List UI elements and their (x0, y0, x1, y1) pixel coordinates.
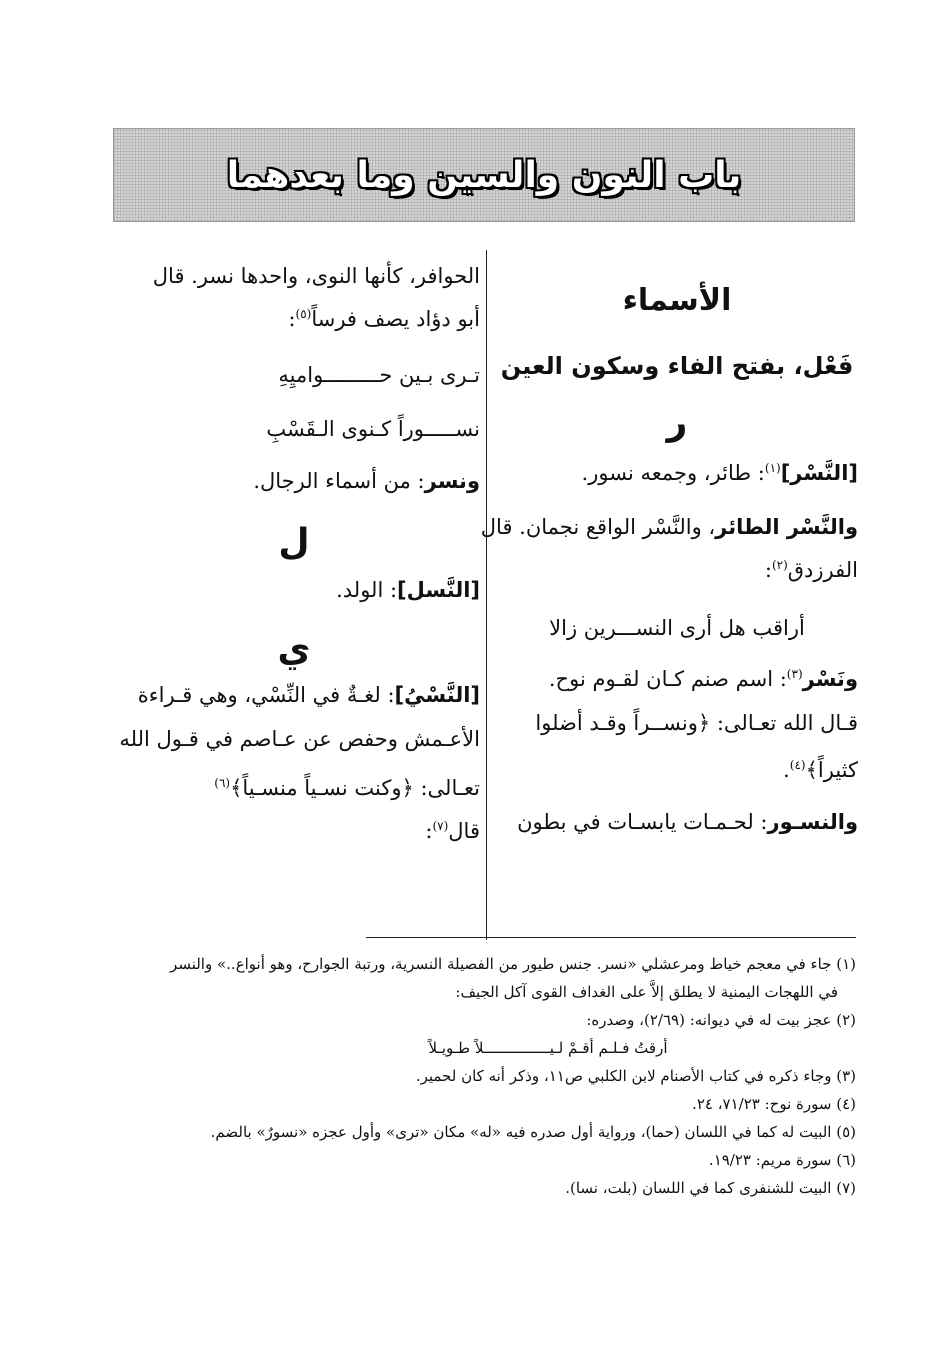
entry-nusur (496, 803, 858, 841)
entry-headword: والنسـور (767, 810, 858, 834)
footnote-5: (٥) البيت له كما في اللسان (حما)، ورواية أول صدره فيه «له» مكان «ترى» وأول عجزه «نسورٌ» بالضم. (210, 1123, 856, 1141)
entry-nasl (108, 571, 480, 609)
footnote-ref: (٣) (786, 667, 803, 681)
entry-nasr-bird-cont (496, 546, 858, 589)
entry-text: : لحـمـات يابسـات في بطون (517, 810, 768, 834)
footnote-4: (٤) سورة نوح: ٧١/٢٣، ٢٤. (692, 1095, 856, 1113)
footnote-2-verse: أرقتُ فـلـم أقـمْ لـيـــــــــــــــلاً طـويـلاً (428, 1039, 668, 1057)
entry-nasr-name (108, 462, 480, 500)
pattern-heading: فَعْل، بفتح الفاء وسكون العين (500, 352, 854, 380)
footnote-1: (١) جاء في معجم خياط ومرعشلي «نسر. جنس طيور من الفصيلة النسرية، ورتبة الجوارح، وهو أنواع..» والنسر (170, 955, 856, 973)
entry-headword: ونسر (424, 469, 480, 493)
colon: : (288, 307, 296, 331)
chapter-banner (113, 128, 855, 222)
entry-text: : لغـةٌ في النِّسْي، وهي قـراءة (137, 683, 395, 707)
letter-heading-ya: ي (277, 629, 311, 670)
entry-headword: ونَسْر (802, 667, 858, 691)
footnote-ref: (١) (764, 461, 781, 475)
colon: : (764, 558, 772, 582)
text-line (108, 807, 480, 850)
entry-headword: [النَّسْيُ] (394, 683, 480, 707)
entry-text: : اسم صنم كـان لقـوم نوح. (548, 667, 787, 691)
poet-name: الفرزدق (787, 558, 858, 582)
column-divider (486, 250, 487, 940)
entry-headword: والنَّسْر الطائر (715, 515, 858, 539)
entry-headword: [النَّسل] (397, 578, 480, 602)
entry-text: : من أسماء الرجال. (253, 469, 425, 493)
entry-text: : طائر، وجمعه نسور. (581, 461, 765, 485)
footnote-ref: (٧) (432, 819, 449, 833)
verse-line: تـرى بـين حـــــــــواميِهِ (278, 363, 480, 387)
letter-heading-ra: ر (666, 402, 688, 443)
quote-text: تعـالى: ﴿وكنت نسـياً منسـياً﴾ (230, 776, 480, 800)
entry-nasr-idol (496, 655, 858, 698)
text-line: الأعـمش وحفص عن عـاصم في قـول الله (119, 727, 480, 751)
entry-headword: [النَّسْر] (780, 461, 858, 485)
text-line (108, 295, 480, 338)
footnote-2: (٢) عجز بيت له في ديوانه: (٢/٦٩)، وصدره: (586, 1011, 856, 1029)
verse-line: نســـــوراً كـنوى الـقَسْبِ (266, 417, 480, 441)
footnote-separator (366, 937, 856, 938)
text-line: الحوافر، كأنها النوى، واحدها نسر. قال (152, 264, 480, 288)
footnotes (120, 950, 856, 1202)
text: قال (448, 819, 480, 843)
quran-quote-end (496, 746, 858, 789)
footnote-ref: (٤) (789, 758, 806, 772)
footnote-7: (٧) البيت للشنفرى كما في اللسان (بلت، نسا). (565, 1179, 856, 1197)
left-column (108, 255, 480, 850)
entry-nasr (496, 449, 858, 492)
verse-line: أراقب هل أرى النســـرين زالا (549, 616, 805, 640)
chapter-title: باب النون والسين وما بعدهما (226, 154, 742, 196)
letter-heading-lam: ل (278, 522, 310, 563)
colon: : (425, 819, 433, 843)
entry-nasy (108, 676, 480, 714)
entry-text: : الولد. (336, 578, 398, 602)
text-line (108, 764, 480, 807)
quran-quote: قـال الله تعـالى: ﴿ونســراً وقـد أضلوا (535, 711, 858, 735)
footnote-1-cont: في اللهجات اليمنية لا يطلق إلاَّ على الغداف القوى آكل الجيف: (455, 983, 838, 1001)
right-column (480, 255, 858, 841)
footnote-6: (٦) سورة مريم: ١٩/٢٣. (708, 1151, 856, 1169)
period: . (783, 758, 790, 782)
footnote-ref: (٢) (771, 558, 788, 572)
quote-text: كثيراً﴾ (805, 758, 858, 782)
footnote-ref: (٦) (214, 776, 231, 790)
footnote-3: (٣) وجاء ذكره في كتاب الأصنام لابن الكلبي ص١١، وذكر أنه كان لحمير. (415, 1067, 856, 1085)
entry-text: ، والنَّسْر الواقع نجمان. قال (480, 515, 716, 539)
text: أبو دؤاد يصف فرساً (311, 307, 480, 331)
section-heading: الأسماء (622, 283, 732, 318)
footnote-ref: (٥) (295, 307, 312, 321)
entry-nasr-bird (480, 508, 858, 546)
